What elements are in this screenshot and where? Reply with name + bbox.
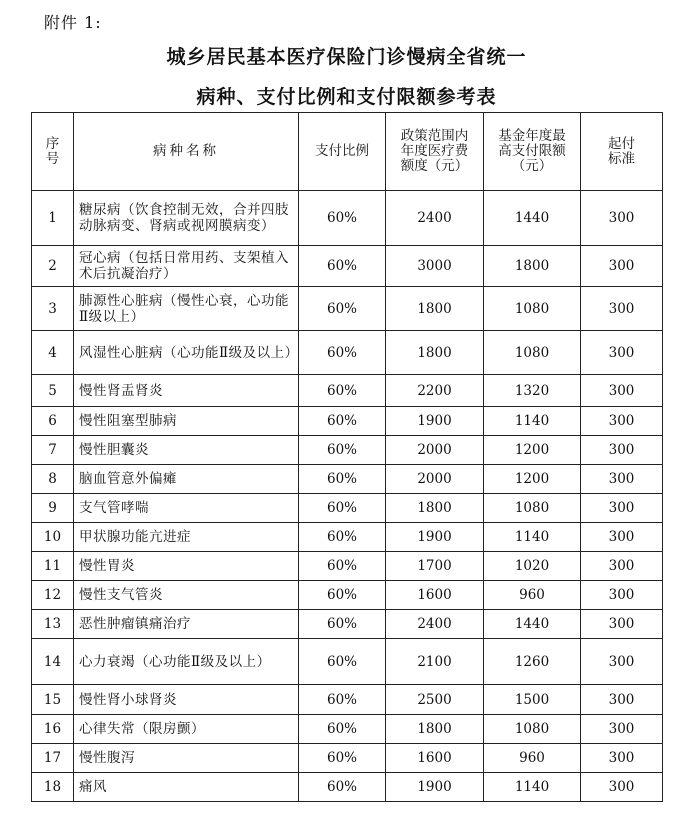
table-row xyxy=(32,773,663,802)
row-disease-name: 慢性胃炎 xyxy=(74,552,299,581)
document-title-line-2: 病种、支付比例和支付限额参考表 xyxy=(196,86,497,108)
row-fund-limit: 1140 xyxy=(484,773,581,802)
row-no: 9 xyxy=(32,494,74,523)
table-row xyxy=(32,494,663,523)
row-start: 300 xyxy=(581,581,663,610)
row-ratio: 60% xyxy=(299,287,386,331)
row-policy-amount: 2000 xyxy=(386,436,484,465)
row-policy-amount: 1900 xyxy=(386,523,484,552)
table-row xyxy=(32,246,663,287)
row-start: 300 xyxy=(581,191,663,246)
row-start: 300 xyxy=(581,331,663,375)
attachment-label: 附件 1: xyxy=(44,13,102,32)
table-row xyxy=(32,436,663,465)
row-disease-name: 支气管哮喘 xyxy=(74,494,299,523)
row-start: 300 xyxy=(581,523,663,552)
row-ratio: 60% xyxy=(299,407,386,436)
table-row xyxy=(32,715,663,744)
table-row xyxy=(32,375,663,407)
row-disease-name: 慢性肾小球肾炎 xyxy=(74,685,299,715)
row-fund-limit: 1440 xyxy=(484,191,581,246)
row-no: 1 xyxy=(32,191,74,246)
row-start: 300 xyxy=(581,715,663,744)
row-start: 300 xyxy=(581,639,663,685)
row-fund-limit: 1080 xyxy=(484,715,581,744)
row-disease-name: 甲状腺功能亢进症 xyxy=(74,523,299,552)
row-no: 16 xyxy=(32,715,74,744)
row-no: 11 xyxy=(32,552,74,581)
row-ratio: 60% xyxy=(299,744,386,773)
row-ratio: 60% xyxy=(299,610,386,639)
row-start: 300 xyxy=(581,685,663,715)
row-no: 10 xyxy=(32,523,74,552)
table-row xyxy=(32,581,663,610)
row-fund-limit: 960 xyxy=(484,744,581,773)
row-ratio: 60% xyxy=(299,191,386,246)
row-disease-name: 慢性肾盂肾炎 xyxy=(74,375,299,407)
row-disease-name: 慢性腹泻 xyxy=(74,744,299,773)
row-ratio: 60% xyxy=(299,246,386,287)
table-row xyxy=(32,287,663,331)
row-disease-name: 脑血管意外偏瘫 xyxy=(74,465,299,494)
header-cell-fund-limit: 基金年度最高支付限额（元） xyxy=(484,113,581,191)
row-policy-amount: 1600 xyxy=(386,744,484,773)
row-start: 300 xyxy=(581,436,663,465)
table-row xyxy=(32,610,663,639)
row-no: 8 xyxy=(32,465,74,494)
row-disease-name: 肺源性心脏病（慢性心衰，心功能Ⅱ级以上） xyxy=(74,287,299,331)
row-policy-amount: 3000 xyxy=(386,246,484,287)
row-start: 300 xyxy=(581,552,663,581)
row-fund-limit: 960 xyxy=(484,581,581,610)
row-ratio: 60% xyxy=(299,375,386,407)
row-disease-name: 冠心病（包括日常用药、支架植入术后抗凝治疗） xyxy=(74,246,299,287)
row-fund-limit: 1020 xyxy=(484,552,581,581)
row-policy-amount: 1800 xyxy=(386,331,484,375)
row-no: 4 xyxy=(32,331,74,375)
row-ratio: 60% xyxy=(299,494,386,523)
row-start: 300 xyxy=(581,407,663,436)
row-fund-limit: 1500 xyxy=(484,685,581,715)
row-disease-name: 心律失常（限房颤） xyxy=(74,715,299,744)
header-cell-name: 病种名称 xyxy=(74,113,299,191)
table-row xyxy=(32,407,663,436)
row-policy-amount: 1900 xyxy=(386,773,484,802)
table-row xyxy=(32,685,663,715)
row-disease-name: 糖尿病（饮食控制无效，合并四肢动脉病变、肾病或视网膜病变） xyxy=(74,191,299,246)
row-start: 300 xyxy=(581,287,663,331)
row-no: 13 xyxy=(32,610,74,639)
row-no: 2 xyxy=(32,246,74,287)
row-no: 7 xyxy=(32,436,74,465)
row-fund-limit: 1320 xyxy=(484,375,581,407)
row-start: 300 xyxy=(581,375,663,407)
row-fund-limit: 1260 xyxy=(484,639,581,685)
table-row xyxy=(32,523,663,552)
row-fund-limit: 1080 xyxy=(484,331,581,375)
row-policy-amount: 2400 xyxy=(386,610,484,639)
row-fund-limit: 1200 xyxy=(484,436,581,465)
row-no: 14 xyxy=(32,639,74,685)
row-no: 5 xyxy=(32,375,74,407)
row-start: 300 xyxy=(581,773,663,802)
row-no: 18 xyxy=(32,773,74,802)
row-start: 300 xyxy=(581,246,663,287)
row-no: 15 xyxy=(32,685,74,715)
row-fund-limit: 1140 xyxy=(484,523,581,552)
row-disease-name: 慢性阻塞型肺病 xyxy=(74,407,299,436)
disease-payment-table xyxy=(31,112,663,802)
header-cell-ratio: 支付比例 xyxy=(299,113,386,191)
row-policy-amount: 1800 xyxy=(386,494,484,523)
row-no: 12 xyxy=(32,581,74,610)
row-disease-name: 痛风 xyxy=(74,773,299,802)
row-fund-limit: 1080 xyxy=(484,287,581,331)
row-fund-limit: 1800 xyxy=(484,246,581,287)
row-ratio: 60% xyxy=(299,715,386,744)
table-row xyxy=(32,552,663,581)
row-policy-amount: 1800 xyxy=(386,287,484,331)
row-fund-limit: 1080 xyxy=(484,494,581,523)
row-policy-amount: 1700 xyxy=(386,552,484,581)
row-policy-amount: 1600 xyxy=(386,581,484,610)
row-disease-name: 恶性肿瘤镇痛治疗 xyxy=(74,610,299,639)
document-title-line-1: 城乡居民基本医疗保险门诊慢病全省统一 xyxy=(166,46,527,68)
table-row xyxy=(32,465,663,494)
row-start: 300 xyxy=(581,610,663,639)
row-start: 300 xyxy=(581,494,663,523)
row-no: 6 xyxy=(32,407,74,436)
row-ratio: 60% xyxy=(299,465,386,494)
row-policy-amount: 1900 xyxy=(386,407,484,436)
table-row xyxy=(32,191,663,246)
row-ratio: 60% xyxy=(299,773,386,802)
row-no: 17 xyxy=(32,744,74,773)
row-policy-amount: 2100 xyxy=(386,639,484,685)
table-row xyxy=(32,639,663,685)
row-policy-amount: 2000 xyxy=(386,465,484,494)
row-ratio: 60% xyxy=(299,523,386,552)
row-ratio: 60% xyxy=(299,552,386,581)
row-fund-limit: 1140 xyxy=(484,407,581,436)
row-disease-name: 慢性胆囊炎 xyxy=(74,436,299,465)
row-policy-amount: 2400 xyxy=(386,191,484,246)
row-ratio: 60% xyxy=(299,581,386,610)
row-disease-name: 慢性支气管炎 xyxy=(74,581,299,610)
row-policy-amount: 2200 xyxy=(386,375,484,407)
row-ratio: 60% xyxy=(299,436,386,465)
row-disease-name: 风湿性心脏病（心功能Ⅱ级及以上） xyxy=(74,331,299,375)
row-no: 3 xyxy=(32,287,74,331)
header-cell-start: 起付标准 xyxy=(581,113,663,191)
row-policy-amount: 2500 xyxy=(386,685,484,715)
row-fund-limit: 1440 xyxy=(484,610,581,639)
header-cell-policy-amount: 政策范围内年度医疗费额度（元） xyxy=(386,113,484,191)
row-disease-name: 心力衰竭（心功能Ⅱ级及以上） xyxy=(74,639,299,685)
table-header-row xyxy=(32,113,663,191)
row-fund-limit: 1200 xyxy=(484,465,581,494)
row-start: 300 xyxy=(581,744,663,773)
row-policy-amount: 1800 xyxy=(386,715,484,744)
row-ratio: 60% xyxy=(299,685,386,715)
row-ratio: 60% xyxy=(299,331,386,375)
row-ratio: 60% xyxy=(299,639,386,685)
table-row xyxy=(32,331,663,375)
header-cell-no: 序号 xyxy=(32,113,74,191)
row-start: 300 xyxy=(581,465,663,494)
table-row xyxy=(32,744,663,773)
